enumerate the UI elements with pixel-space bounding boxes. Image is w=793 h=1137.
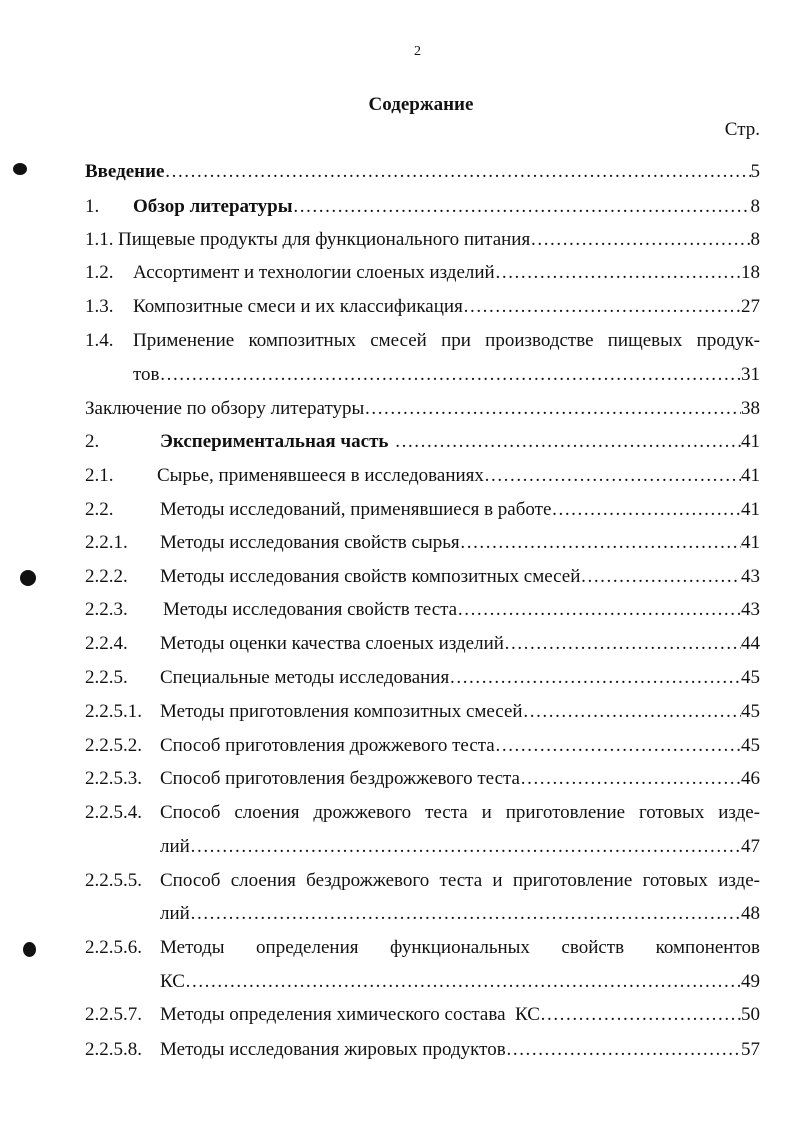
toc-label-continuation: тов bbox=[133, 364, 160, 385]
toc-label: Методы исследования свойств композитных смесей bbox=[160, 566, 581, 587]
toc-number: 2.2.5.5. bbox=[85, 870, 142, 891]
toc-entry-2-2-4 bbox=[85, 631, 760, 657]
toc-label-continuation: лий bbox=[160, 903, 190, 924]
toc-entry-2-2-5-5-continuation bbox=[85, 901, 760, 927]
toc-entry-2-2-5-4-continuation bbox=[85, 834, 760, 860]
toc-number: 2.2.5. bbox=[85, 667, 128, 688]
toc-page: 41 bbox=[741, 499, 760, 520]
toc-entry-introduction bbox=[85, 159, 760, 185]
dot-leader bbox=[160, 362, 741, 388]
toc-page: 31 bbox=[741, 364, 760, 385]
page-title: Содержание bbox=[368, 94, 474, 115]
toc-page: 47 bbox=[741, 836, 760, 857]
toc-label: Способ приготовления дрожжевого теста bbox=[160, 735, 495, 756]
dot-leader bbox=[580, 564, 741, 590]
toc-entry-1-2 bbox=[85, 260, 760, 286]
page-number: 2 bbox=[414, 44, 421, 59]
toc-entry-2-2-2 bbox=[85, 564, 760, 590]
toc-number: 2.2.5.4. bbox=[85, 802, 142, 823]
toc-page: 48 bbox=[741, 903, 760, 924]
toc-label: Экспериментальная часть bbox=[160, 431, 389, 452]
toc-page: 44 bbox=[741, 633, 760, 654]
toc-label: Ассортимент и технологии слоеных изделий bbox=[133, 262, 495, 283]
toc-page: 41 bbox=[741, 532, 760, 553]
dot-leader bbox=[449, 665, 741, 691]
toc-entry-1-4-continuation bbox=[85, 362, 760, 388]
toc-number: 1.3. bbox=[85, 296, 114, 317]
dot-leader bbox=[463, 294, 741, 320]
toc-entry-conclusion bbox=[85, 396, 760, 422]
dot-leader bbox=[190, 901, 741, 927]
toc-label-continuation: лий bbox=[160, 836, 190, 857]
toc-entry-2-2-3 bbox=[85, 597, 760, 623]
dot-leader bbox=[520, 766, 741, 792]
toc-page: 8 bbox=[750, 229, 760, 250]
toc-label-continuation: КС bbox=[160, 971, 185, 992]
toc-label: Методы оценки качества слоеных изделий bbox=[160, 633, 504, 654]
toc-number: 1.2. bbox=[85, 262, 114, 283]
toc-entry-1-1 bbox=[85, 227, 760, 253]
toc-label: Методы исследования свойств сырья bbox=[160, 532, 460, 553]
toc-page: 38 bbox=[741, 398, 760, 419]
dot-leader bbox=[460, 530, 741, 556]
toc-page: 46 bbox=[741, 768, 760, 789]
toc-number: 2.2.5.7. bbox=[85, 1004, 142, 1025]
toc-label: Композитные смеси и их классификация bbox=[133, 296, 463, 317]
toc-page: 8 bbox=[750, 196, 760, 217]
toc-page: 43 bbox=[741, 599, 760, 620]
toc-entry-2-2-5-8 bbox=[85, 1037, 760, 1063]
toc-entry-2-2 bbox=[85, 497, 760, 523]
toc-entry-1-3 bbox=[85, 294, 760, 320]
toc-number: 2. bbox=[85, 431, 100, 452]
toc-label: Обзор литературы bbox=[133, 196, 293, 217]
dot-leader bbox=[190, 834, 741, 860]
toc-entry-2-2-5-1 bbox=[85, 699, 760, 725]
dot-leader bbox=[293, 194, 751, 220]
toc-number: 2.2.5.6. bbox=[85, 937, 142, 958]
toc-entry-2-2-5-5 bbox=[85, 868, 760, 894]
dot-leader bbox=[165, 159, 751, 185]
toc-page: 45 bbox=[741, 667, 760, 688]
toc-label: Методы исследований, применявшиеся в работе bbox=[160, 499, 552, 520]
toc-number: 2.2.3. bbox=[85, 599, 128, 620]
toc-number: 2.2.5.2. bbox=[85, 735, 142, 756]
toc-entry-2-2-5-6 bbox=[85, 935, 760, 961]
dot-leader bbox=[530, 227, 750, 253]
toc-number: 1. bbox=[85, 196, 100, 217]
toc-label: Специальные методы исследования bbox=[160, 667, 450, 688]
toc-label: Методы приготовления композитных смесей bbox=[160, 701, 523, 722]
toc-page: 27 bbox=[741, 296, 760, 317]
toc-page: 49 bbox=[741, 971, 760, 992]
toc-label: Введение bbox=[85, 161, 165, 182]
toc-number: 2.2. bbox=[85, 499, 114, 520]
toc-page: 5 bbox=[750, 161, 760, 182]
scan-mark bbox=[13, 163, 27, 175]
toc-page: 43 bbox=[741, 566, 760, 587]
dot-leader bbox=[551, 497, 741, 523]
scan-mark bbox=[23, 942, 36, 957]
dot-leader bbox=[484, 463, 741, 489]
toc-entry-2-2-1 bbox=[85, 530, 760, 556]
toc-label: Методы исследования свойств теста bbox=[163, 599, 458, 620]
toc-entry-2-2-5-3 bbox=[85, 766, 760, 792]
toc-label: Пищевые продукты для функционального питания bbox=[118, 229, 531, 250]
toc-entry-2 bbox=[85, 429, 760, 455]
dot-leader bbox=[457, 597, 741, 623]
toc-number: 2.2.2. bbox=[85, 566, 128, 587]
toc-label: Сырье, применявшееся в исследованиях bbox=[157, 465, 484, 486]
toc-page: 45 bbox=[741, 735, 760, 756]
toc-entry-1-4 bbox=[85, 328, 760, 354]
toc-number: 2.2.5.3. bbox=[85, 768, 142, 789]
toc-page: 41 bbox=[741, 431, 760, 452]
toc-label: Способ слоения бездрожжевого теста и приготовление готовых изде- bbox=[160, 870, 760, 891]
dot-leader bbox=[394, 429, 741, 455]
dot-leader bbox=[185, 969, 741, 995]
toc-entry-2-1 bbox=[85, 463, 760, 489]
scan-mark bbox=[20, 570, 36, 586]
toc-label: Способ слоения дрожжевого теста и приготовление готовых изде- bbox=[160, 802, 760, 823]
toc-number: 2.2.5.1. bbox=[85, 701, 142, 722]
toc-label: Методы определения химического состава КС bbox=[160, 1004, 540, 1025]
toc-label: Заключение по обзору литературы bbox=[85, 398, 365, 419]
toc-number: 2.2.4. bbox=[85, 633, 128, 654]
toc-page: 45 bbox=[741, 701, 760, 722]
toc-page: 57 bbox=[741, 1039, 760, 1060]
toc-page: 50 bbox=[741, 1004, 760, 1025]
toc-entry-2-2-5-4 bbox=[85, 800, 760, 826]
toc-entry-1 bbox=[85, 194, 760, 220]
toc-page: 18 bbox=[741, 262, 760, 283]
toc-label: Применение композитных смесей при производстве пищевых продук- bbox=[133, 330, 760, 351]
toc-number: 2.1. bbox=[85, 465, 114, 486]
toc-number: 1.1. bbox=[85, 229, 114, 250]
dot-leader bbox=[364, 396, 741, 422]
toc-label: Методы определения функциональных свойств компонентов bbox=[160, 937, 760, 958]
toc-page: 41 bbox=[741, 465, 760, 486]
dot-leader bbox=[540, 1002, 741, 1028]
toc-label: Методы исследования жировых продуктов bbox=[160, 1039, 506, 1060]
dot-leader bbox=[495, 733, 741, 759]
toc-entry-2-2-5-6-continuation bbox=[85, 969, 760, 995]
toc-label: Способ приготовления бездрожжевого теста bbox=[160, 768, 520, 789]
toc-entry-2-2-5-2 bbox=[85, 733, 760, 759]
dot-leader bbox=[523, 699, 741, 725]
toc-entry-2-2-5 bbox=[85, 665, 760, 691]
dot-leader bbox=[506, 1037, 741, 1063]
toc-number: 2.2.1. bbox=[85, 532, 128, 553]
dot-leader bbox=[504, 631, 741, 657]
toc-number: 1.4. bbox=[85, 330, 114, 351]
toc-entry-2-2-5-7 bbox=[85, 1002, 760, 1028]
dot-leader bbox=[495, 260, 741, 286]
toc-number: 2.2.5.8. bbox=[85, 1039, 142, 1060]
page-column-header: Стр. bbox=[724, 119, 760, 140]
